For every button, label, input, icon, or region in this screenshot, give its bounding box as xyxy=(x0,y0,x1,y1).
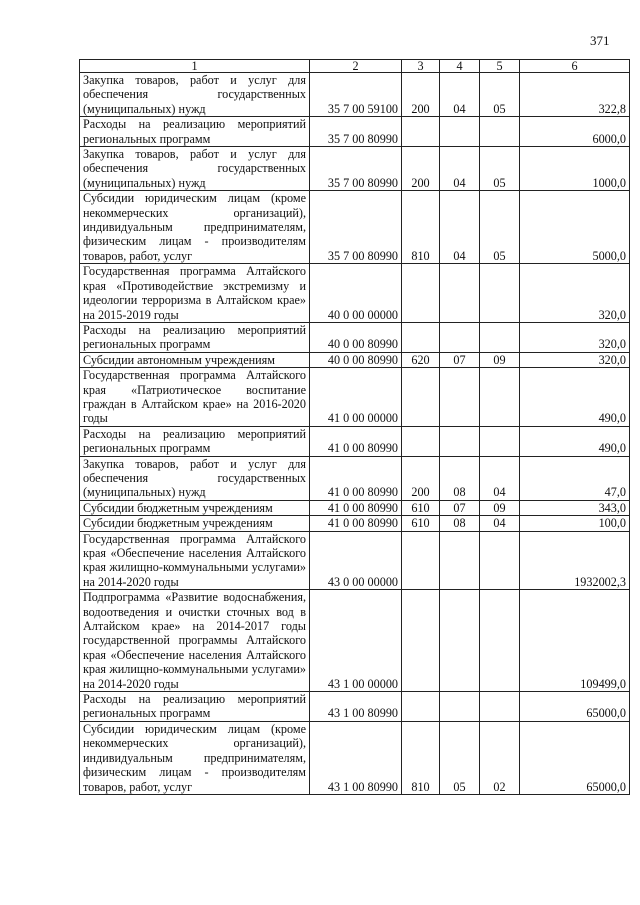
row-amount-cell: 65000,0 xyxy=(520,692,630,722)
row-code-cell: 41 0 00 00000 xyxy=(310,368,402,427)
row-amount-cell: 320,0 xyxy=(520,322,630,352)
row-amount-cell: 109499,0 xyxy=(520,590,630,692)
row-expense-type-cell xyxy=(402,117,440,147)
row-name-cell: Субсидии бюджетным учреждениям xyxy=(80,500,310,515)
row-code-cell: 35 7 00 59100 xyxy=(310,73,402,117)
table-row xyxy=(80,456,630,500)
row-name-cell: Расходы на реализацию мероприятий региональных программ xyxy=(80,322,310,352)
row-amount-cell: 5000,0 xyxy=(520,191,630,264)
row-subsection-cell: 04 xyxy=(480,516,520,531)
table-row xyxy=(80,191,630,264)
row-subsection-cell: 04 xyxy=(480,456,520,500)
row-section-cell: 08 xyxy=(440,456,480,500)
row-section-cell xyxy=(440,531,480,590)
table-row xyxy=(80,692,630,722)
row-code-cell: 40 0 00 80990 xyxy=(310,322,402,352)
row-name-cell: Расходы на реализацию мероприятий региональных программ xyxy=(80,117,310,147)
column-header-amount: 6 xyxy=(520,60,630,73)
row-expense-type-cell: 200 xyxy=(402,147,440,191)
column-header-section: 4 xyxy=(440,60,480,73)
row-expense-type-cell xyxy=(402,590,440,692)
row-amount-cell: 490,0 xyxy=(520,368,630,427)
row-code-cell: 43 1 00 00000 xyxy=(310,590,402,692)
row-expense-type-cell: 620 xyxy=(402,352,440,367)
row-code-cell: 41 0 00 80990 xyxy=(310,516,402,531)
row-subsection-cell xyxy=(480,426,520,456)
row-expense-type-cell xyxy=(402,692,440,722)
table-row xyxy=(80,426,630,456)
row-subsection-cell: 05 xyxy=(480,191,520,264)
row-expense-type-cell xyxy=(402,264,440,323)
row-amount-cell: 6000,0 xyxy=(520,117,630,147)
table-row xyxy=(80,352,630,367)
row-section-cell xyxy=(440,368,480,427)
row-code-cell: 41 0 00 80990 xyxy=(310,500,402,515)
row-code-cell: 41 0 00 80990 xyxy=(310,456,402,500)
row-code-cell: 35 7 00 80990 xyxy=(310,147,402,191)
row-name-cell: Подпрограмма «Развитие водоснабжения, водоотведения и очистки сточных вод в Алтайском крае» на 2014-2017 годы государственной программы Алтайского края «Обеспечение населения Алтайского края жилищно-коммунальными услугами» на 2014-2020 годы xyxy=(80,590,310,692)
row-name-cell: Государственная программа Алтайского края «Патриотическое воспитание граждан в Алтайском крае» на 2016-2020 годы xyxy=(80,368,310,427)
row-code-cell: 43 0 00 00000 xyxy=(310,531,402,590)
row-amount-cell: 343,0 xyxy=(520,500,630,515)
column-header-name: 1 xyxy=(80,60,310,73)
row-section-cell: 05 xyxy=(440,721,480,794)
row-subsection-cell xyxy=(480,264,520,323)
row-name-cell: Закупка товаров, работ и услуг для обеспечения государственных (муниципальных) нужд xyxy=(80,73,310,117)
table-row xyxy=(80,322,630,352)
row-code-cell: 41 0 00 80990 xyxy=(310,426,402,456)
row-subsection-cell xyxy=(480,117,520,147)
table-row xyxy=(80,147,630,191)
row-section-cell xyxy=(440,117,480,147)
row-expense-type-cell xyxy=(402,322,440,352)
row-section-cell xyxy=(440,426,480,456)
row-amount-cell: 47,0 xyxy=(520,456,630,500)
row-section-cell: 07 xyxy=(440,500,480,515)
row-code-cell: 40 0 00 00000 xyxy=(310,264,402,323)
budget-table xyxy=(79,59,630,795)
column-header-subsection: 5 xyxy=(480,60,520,73)
column-header-expense-type: 3 xyxy=(402,60,440,73)
row-subsection-cell xyxy=(480,322,520,352)
row-expense-type-cell xyxy=(402,426,440,456)
row-expense-type-cell xyxy=(402,368,440,427)
row-name-cell: Субсидии юридическим лицам (кроме некоммерческих организаций), индивидуальным предпринимателям, физическим лицам - производителям товаров, работ, услуг xyxy=(80,191,310,264)
row-section-cell xyxy=(440,264,480,323)
table-row xyxy=(80,73,630,117)
row-name-cell: Государственная программа Алтайского края «Противодействие экстремизму и идеологии терроризма в Алтайском крае» на 2015-2019 годы xyxy=(80,264,310,323)
row-subsection-cell: 09 xyxy=(480,352,520,367)
table-header-row xyxy=(80,60,630,73)
row-code-cell: 35 7 00 80990 xyxy=(310,117,402,147)
row-subsection-cell xyxy=(480,692,520,722)
table-row xyxy=(80,721,630,794)
row-section-cell xyxy=(440,322,480,352)
row-subsection-cell: 02 xyxy=(480,721,520,794)
row-expense-type-cell: 200 xyxy=(402,456,440,500)
row-name-cell: Субсидии юридическим лицам (кроме некоммерческих организаций), индивидуальным предпринимателям, физическим лицам - производителям товаров, работ, услуг xyxy=(80,721,310,794)
row-section-cell xyxy=(440,590,480,692)
row-section-cell: 07 xyxy=(440,352,480,367)
column-header-code: 2 xyxy=(310,60,402,73)
row-subsection-cell xyxy=(480,368,520,427)
row-section-cell: 04 xyxy=(440,73,480,117)
row-section-cell: 04 xyxy=(440,191,480,264)
table-row xyxy=(80,368,630,427)
row-name-cell: Субсидии бюджетным учреждениям xyxy=(80,516,310,531)
row-amount-cell: 490,0 xyxy=(520,426,630,456)
table-row xyxy=(80,531,630,590)
row-name-cell: Закупка товаров, работ и услуг для обеспечения государственных (муниципальных) нужд xyxy=(80,147,310,191)
row-subsection-cell: 05 xyxy=(480,147,520,191)
row-name-cell: Закупка товаров, работ и услуг для обеспечения государственных (муниципальных) нужд xyxy=(80,456,310,500)
row-expense-type-cell: 810 xyxy=(402,191,440,264)
row-amount-cell: 322,8 xyxy=(520,73,630,117)
row-name-cell: Расходы на реализацию мероприятий региональных программ xyxy=(80,426,310,456)
row-amount-cell: 65000,0 xyxy=(520,721,630,794)
row-section-cell: 08 xyxy=(440,516,480,531)
row-amount-cell: 100,0 xyxy=(520,516,630,531)
budget-table-body xyxy=(80,60,630,795)
row-section-cell: 04 xyxy=(440,147,480,191)
row-expense-type-cell: 200 xyxy=(402,73,440,117)
row-code-cell: 43 1 00 80990 xyxy=(310,692,402,722)
row-expense-type-cell: 810 xyxy=(402,721,440,794)
row-amount-cell: 320,0 xyxy=(520,352,630,367)
row-expense-type-cell: 610 xyxy=(402,500,440,515)
row-code-cell: 35 7 00 80990 xyxy=(310,191,402,264)
table-row xyxy=(80,264,630,323)
table-row xyxy=(80,117,630,147)
table-row xyxy=(80,590,630,692)
row-expense-type-cell xyxy=(402,531,440,590)
row-subsection-cell xyxy=(480,531,520,590)
row-section-cell xyxy=(440,692,480,722)
page-number: 371 xyxy=(590,33,610,48)
row-expense-type-cell: 610 xyxy=(402,516,440,531)
row-amount-cell: 1000,0 xyxy=(520,147,630,191)
row-subsection-cell xyxy=(480,590,520,692)
row-subsection-cell: 05 xyxy=(480,73,520,117)
table-row xyxy=(80,500,630,515)
row-name-cell: Расходы на реализацию мероприятий региональных программ xyxy=(80,692,310,722)
row-subsection-cell: 09 xyxy=(480,500,520,515)
row-name-cell: Субсидии автономным учреждениям xyxy=(80,352,310,367)
row-name-cell: Государственная программа Алтайского края «Обеспечение населения Алтайского края жилищно-коммунальными услугами» на 2014-2020 годы xyxy=(80,531,310,590)
row-amount-cell: 320,0 xyxy=(520,264,630,323)
row-code-cell: 40 0 00 80990 xyxy=(310,352,402,367)
row-code-cell: 43 1 00 80990 xyxy=(310,721,402,794)
row-amount-cell: 1932002,3 xyxy=(520,531,630,590)
table-row xyxy=(80,516,630,531)
